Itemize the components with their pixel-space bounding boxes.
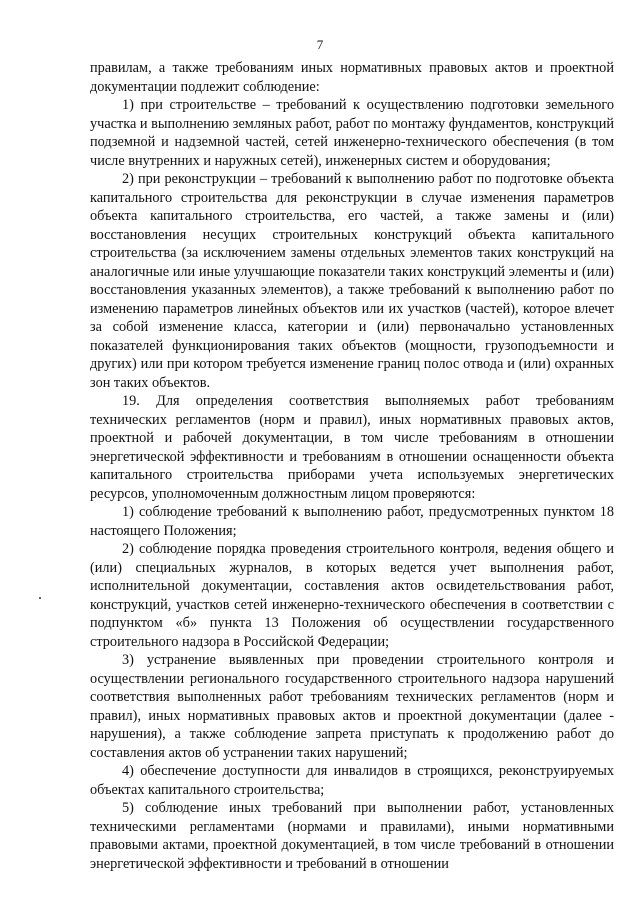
scan-speck xyxy=(39,597,41,599)
document-body xyxy=(90,59,614,873)
paragraph-item-2: 2) соблюдение порядка проведения строительного контроля, ведения общего и (или) специальных журналов, в которых ведется учет выполнения работ, исполнительной документации, составления актов освидетельствования работ, конструкций, участков сетей инженерно-технического обеспечения в соответствии с подпунктом «б» пункта 13 Положения об осуществлении государственного строительного надзора в Российской Федерации; xyxy=(90,541,614,650)
paragraph-clause-19: 19. Для определения соответствия выполняемых работ требованиям технических регламентов (норм и правил), иных нормативных правовых актов, проектной и рабочей документации, в том числе требованиям в отношении энергетической эффективности и требованиям в отношении оснащенности объекта капитального строительства приборами учета используемых энергетических ресурсов, уполномоченным должностным лицом проверяются: xyxy=(90,393,614,502)
paragraph-continuation: правилам, а также требованиям иных нормативных правовых актов и проектной документации подлежит соблюдение: xyxy=(90,60,614,95)
paragraph-item-3: 3) устранение выявленных при проведении строительного контроля и осуществлении регионального государственного строительного надзора нарушений соответствия выполненных работ требованиям технических регламентов (норм и правил), иных нормативных правовых актов и проектной документации (далее - нарушения), а также соблюдение запрета приступать к продолжению работ до составления актов об устранении таких нарушений; xyxy=(90,652,614,761)
paragraph-item-4: 4) обеспечение доступности для инвалидов в строящихся, реконструируемых объектах капитального строительства; xyxy=(90,763,614,798)
page-number: 7 xyxy=(316,37,324,52)
paragraph-item-1: 1) соблюдение требований к выполнению работ, предусмотренных пунктом 18 настоящего Положения; xyxy=(90,504,614,539)
paragraph-item-construction: 1) при строительстве – требований к осуществлению подготовки земельного участка и выполнению земляных работ, работ по монтажу фундаментов, конструкций подземной и надземной частей, сетей инженерно-технического обеспечения (в том числе внутренних и наружных сетей), инженерных систем и оборудования; xyxy=(90,97,614,169)
paragraph-item-5: 5) соблюдение иных требований при выполнении работ, установленных техническими регламентами (нормами и правилами), иными нормативными правовыми актами, проектной документацией, в том числе требований в отношении энергетической эффективности и требований в отношении xyxy=(90,800,614,872)
paragraph-item-reconstruction: 2) при реконструкции – требований к выполнению работ по подготовке объекта капитального строительства для реконструкции в случае изменения параметров объекта капитального строительства, его частей, а также замены и (или) восстановления несущих строительных конструкций объекта капитального строительства (за исключением замены отдельных элементов таких конструкций на аналогичные или иные улучшающие показатели таких конструкций элементы и (или) восстановления указанных элементов), а также требований к выполнению работ по изменению параметров линейных объектов или их участков (частей), которое влечет за собой изменение класса, категории и (или) первоначально установленных показателей функционирования таких объектов (мощности, грузоподъемности и других) или при котором требуется изменение границ полос отвода и (или) охранных зон таких объектов. xyxy=(90,171,614,391)
